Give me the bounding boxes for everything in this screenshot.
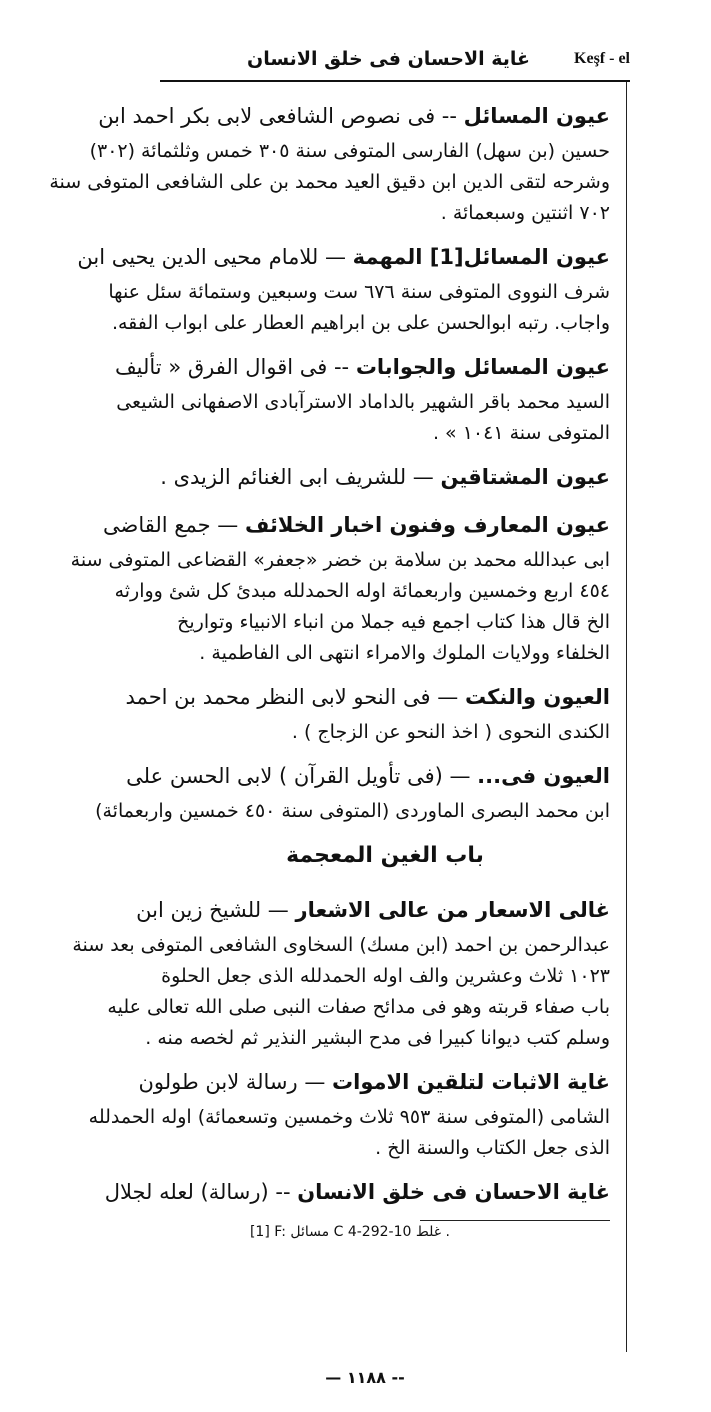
entry-lead-line: [160, 457, 610, 497]
page-body: [49, 96, 610, 1243]
entry-text-line: شرف النووى المتوفى سنة ٦٧٦ ست وسبعين وستمائة سئل عنها: [108, 281, 610, 303]
entry-text-line: وشرحه لتقى الدين ابن دقيق العيد محمد بن على الشافعى المتوفى سنة: [49, 171, 610, 193]
bibliography-entry: [49, 96, 610, 229]
bibliography-entry: [77, 237, 610, 339]
entry-title: غاية الاحسان فى خلق الانسان: [297, 1180, 610, 1204]
entry-text-line: الشامى (المتوفى سنة ٩٥٣ ثلاث وخمسين وتسعمائة) اوله الحمدلله: [88, 1106, 610, 1128]
entry-lead-line: [126, 756, 610, 796]
entry-text-line: ١٠٢٣ ثلاث وعشرين والف اوله الحمدلله الذى جعل الحلوة: [161, 965, 610, 987]
page-number: — ١١٨٨ --: [325, 1368, 405, 1387]
entry-lead-text: — فى النحو لابى النظر محمد بن احمد: [125, 685, 465, 709]
entry-lead-text: — للشيخ زين ابن: [136, 898, 296, 922]
entry-lead-line: [103, 505, 610, 545]
bibliography-entry: [160, 457, 610, 497]
entry-text-line: المتوفى سنة ١٠٤١ » .: [432, 422, 610, 444]
header-rule: [160, 80, 630, 82]
bibliography-entry: [125, 677, 610, 748]
entry-lead-text: -- فى نصوص الشافعى لابى بكر احمد ابن: [98, 104, 464, 128]
entry-title: غالى الاسعار من عالى الاشعار: [295, 898, 610, 922]
entry-lead-text: -- (رسالة) لعله لجلال: [104, 1180, 298, 1204]
entry-text-line: الخلفاء وولايات الملوك والامراء انتهى الى الفاطمية .: [199, 642, 610, 664]
entry-lead-text: — للامام محيى الدين يحيى ابن: [77, 245, 353, 269]
entries-list-ghayn: [72, 890, 610, 1212]
running-header: [160, 40, 630, 80]
entry-title: عيون المسائل[1] المهمة: [352, 245, 610, 269]
running-title: غاية الاحسان فى خلق الانسان: [247, 48, 530, 70]
entry-text-line: حسين (بن سهل) الفارسى المتوفى سنة ٣٠٥ خمس وثلثمائة (٣٠٢): [89, 140, 610, 162]
entry-lead-line: [125, 677, 610, 717]
entries-list: [49, 96, 610, 827]
entry-text-line: ابن محمد البصرى الماوردى (المتوفى سنة ٤٥٠ خمسين واربعمائة): [95, 800, 610, 822]
entry-text-line: السيد محمد باقر الشهير بالداماد الاسترآبادى الاصفهانى الشيعى: [116, 391, 610, 413]
column-rule: [626, 82, 627, 1352]
entry-lead-line: [77, 237, 610, 277]
entry-text-line: واجاب. رتبه ابوالحسن على بن ابراهيم العطار على ابواب الفقه.: [111, 312, 610, 334]
entry-text-line: الذى جعل الكتاب والسنة الخ .: [375, 1137, 610, 1159]
entry-lead-text: — (فى تأويل القرآن ) لابى الحسن على: [126, 764, 478, 788]
bibliography-entry: [88, 1062, 610, 1164]
entry-title: غاية الاثبات لتلقين الاموات: [332, 1070, 610, 1094]
entry-title: عيون المسائل: [463, 104, 610, 128]
bibliography-entry: [104, 1172, 610, 1212]
entry-lead-line: [136, 890, 610, 930]
entry-text-line: باب صفاء قربته وهو فى مدائح صفات النبى صلى الله تعالى عليه: [107, 996, 610, 1018]
entry-lead-line: [138, 1062, 610, 1102]
entry-title: العيون فى...: [477, 764, 610, 788]
entry-title: العيون والنكت: [464, 685, 610, 709]
bibliography-entry: [114, 347, 610, 449]
entry-text-line: ابى عبدالله محمد بن سلامة بن خضر «جعفر» القضاعى المتوفى سنة: [70, 549, 610, 571]
entry-title: عيون المشتاقين: [440, 465, 610, 489]
running-latin-title: Keşf - el: [574, 50, 630, 67]
entry-lead-line: [98, 96, 610, 136]
bibliography-entry: [70, 505, 610, 669]
entry-lead-text: — جمع القاضى: [103, 513, 245, 537]
entry-text-line: عبدالرحمن بن احمد (ابن مسك) السخاوى الشافعى المتوفى بعد سنة: [72, 934, 610, 956]
entry-text-line: ٧٠٢ اثنتين وسبعمائة .: [440, 202, 610, 224]
footnote: [1] F: مسائل C 4-292-10 غلط .: [249, 1224, 450, 1240]
entry-lead-text: — للشريف ابى الغنائم الزيدى .: [160, 465, 441, 489]
entry-title: عيون المسائل والجوابات: [355, 355, 610, 379]
section-heading: باب الغين المعجمة: [286, 843, 484, 868]
entry-lead-line: [114, 347, 610, 387]
entry-text-line: ٤٥٤ اربع وخمسين واربعمائة اوله الحمدلله مبدئ كل شئ ووارثه: [114, 580, 610, 602]
entry-title: عيون المعارف وفنون اخبار الخلائف: [244, 513, 610, 537]
bibliography-entry: [72, 890, 610, 1054]
entry-lead-line: [104, 1172, 610, 1212]
entry-text-line: وسلم كتب ديوانا كبيرا فى مدح البشير النذير ثم لخصه منه .: [145, 1027, 610, 1049]
bibliography-entry: [95, 756, 610, 827]
entry-lead-text: -- فى اقوال الفرق « تأليف: [114, 355, 356, 379]
entry-text-line: الخ قال هذا كتاب اجمع فيه جملا من انباء الانبياء وتواريخ: [177, 611, 610, 633]
entry-text-line: الكندى النحوى ( اخذ النحو عن الزجاج ) .: [291, 721, 610, 743]
entry-lead-text: — رسالة لابن طولون: [138, 1070, 333, 1094]
